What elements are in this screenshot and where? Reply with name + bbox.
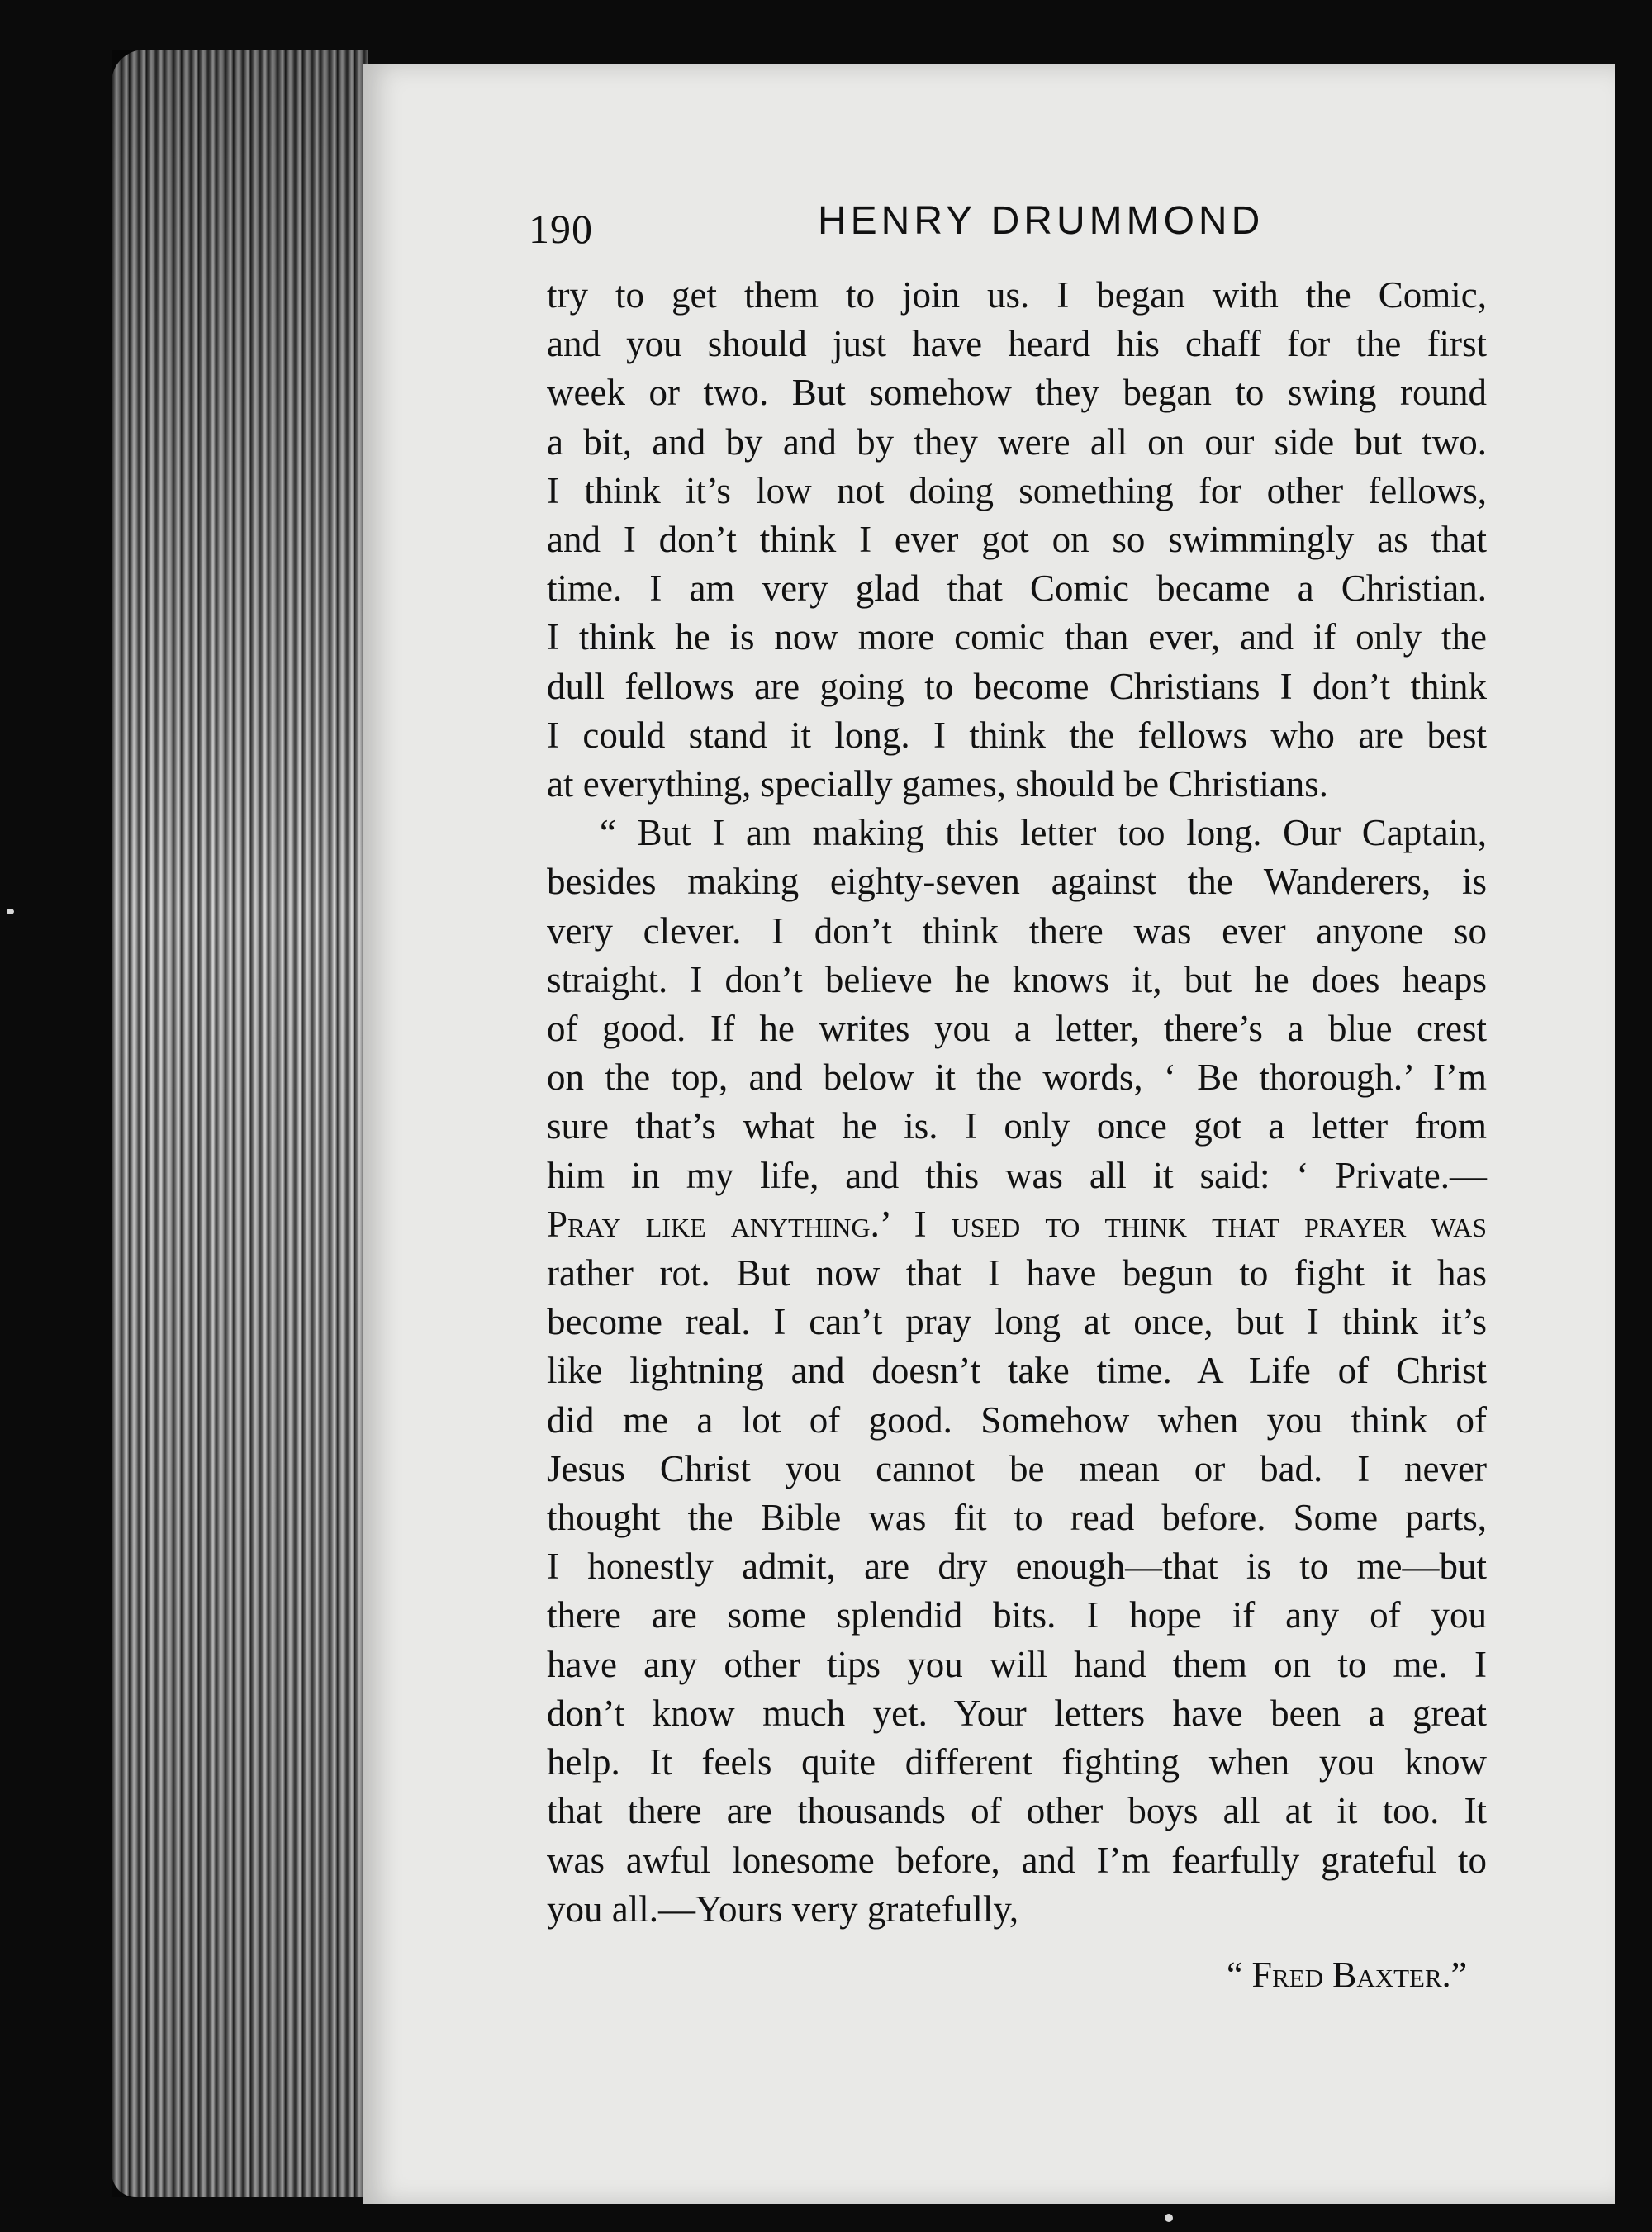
text-line: thought the Bible was fit to read before. Some parts, (547, 1497, 1487, 1539)
text-line: like lightning and doesn’t take time. A Life of Christ (547, 1350, 1487, 1392)
text-line: at everything, specially games, should be Christians. (547, 763, 1329, 805)
text-line: sure that’s what he is. I only once got a letter from (547, 1105, 1487, 1147)
text-line: that there are thousands of other boys all at it too. It (547, 1790, 1487, 1832)
running-title: HENRY DRUMMOND (818, 199, 1265, 243)
letter-signature: “ Fred Baxter.” (1227, 1954, 1468, 1995)
text-line: dull fellows are going to become Christians I don’t think (547, 665, 1487, 707)
text-line: I honestly admit, are dry enough—that is to me—but (547, 1546, 1487, 1588)
text-line: become real. I can’t pray long at once, but I think it’s (547, 1301, 1487, 1343)
text-line: I think he is now more comic than ever, and if only the (547, 616, 1487, 658)
text-line: Pray like anything.’ I used to think that prayer was (547, 1203, 1487, 1245)
text-line: and I don’t think I ever got on so swimmingly as that (547, 519, 1487, 561)
text-line: of good. If he writes you a letter, there’s a blue crest (547, 1008, 1487, 1050)
text-line: “ But I am making this letter too long. Our Captain, (600, 812, 1487, 854)
text-line: was awful lonesome before, and I’m fearfully grateful to (547, 1839, 1487, 1881)
text-line: on the top, and below it the words, ‘ Be thorough.’ I’m (547, 1057, 1487, 1099)
page-number: 190 (529, 206, 593, 252)
scan-speck (7, 909, 14, 914)
text-line: you all.—Yours very gratefully, (547, 1888, 1019, 1930)
text-line: a bit, and by and by they were all on our side but two. (547, 420, 1487, 463)
text-line: don’t know much yet. Your letters have been a great (547, 1692, 1487, 1734)
text-line: time. I am very glad that Comic became a Christian. (547, 567, 1487, 610)
text-line: week or two. But somehow they began to swing round (547, 372, 1487, 414)
text-line: straight. I don’t believe he knows it, but he does heaps (547, 958, 1487, 1000)
text-line: rather rot. But now that I have begun to fight it has (547, 1252, 1487, 1294)
scan-speck (1165, 2214, 1173, 2222)
text-line: Jesus Christ you cannot be mean or bad. I never (547, 1447, 1487, 1489)
text-line: try to get them to join us. I began with the Comic, (547, 274, 1487, 316)
text-line: and you should just have heard his chaff for the first (547, 323, 1487, 365)
text-line: I could stand it long. I think the fellows who are best (547, 714, 1487, 756)
text-line: very clever. I don’t think there was ever anyone so (547, 909, 1487, 952)
book-page-edges (112, 50, 368, 2197)
text-line: besides making eighty-seven against the Wanderers, is (547, 861, 1487, 903)
text-line: help. It feels quite different fighting when you know (547, 1741, 1487, 1783)
running-head (529, 188, 1487, 254)
text-line: I think it’s low not doing something for other fellows, (547, 469, 1487, 511)
text-line: there are some splendid bits. I hope if any of you (547, 1594, 1487, 1636)
text-line: have any other tips you will hand them on to me. I (547, 1643, 1487, 1685)
book-page (363, 64, 1615, 2204)
letter-body (547, 271, 1487, 1934)
text-line: did me a lot of good. Somehow when you think of (547, 1399, 1487, 1441)
text-line: him in my life, and this was all it said: ‘ Private.— (547, 1154, 1487, 1196)
